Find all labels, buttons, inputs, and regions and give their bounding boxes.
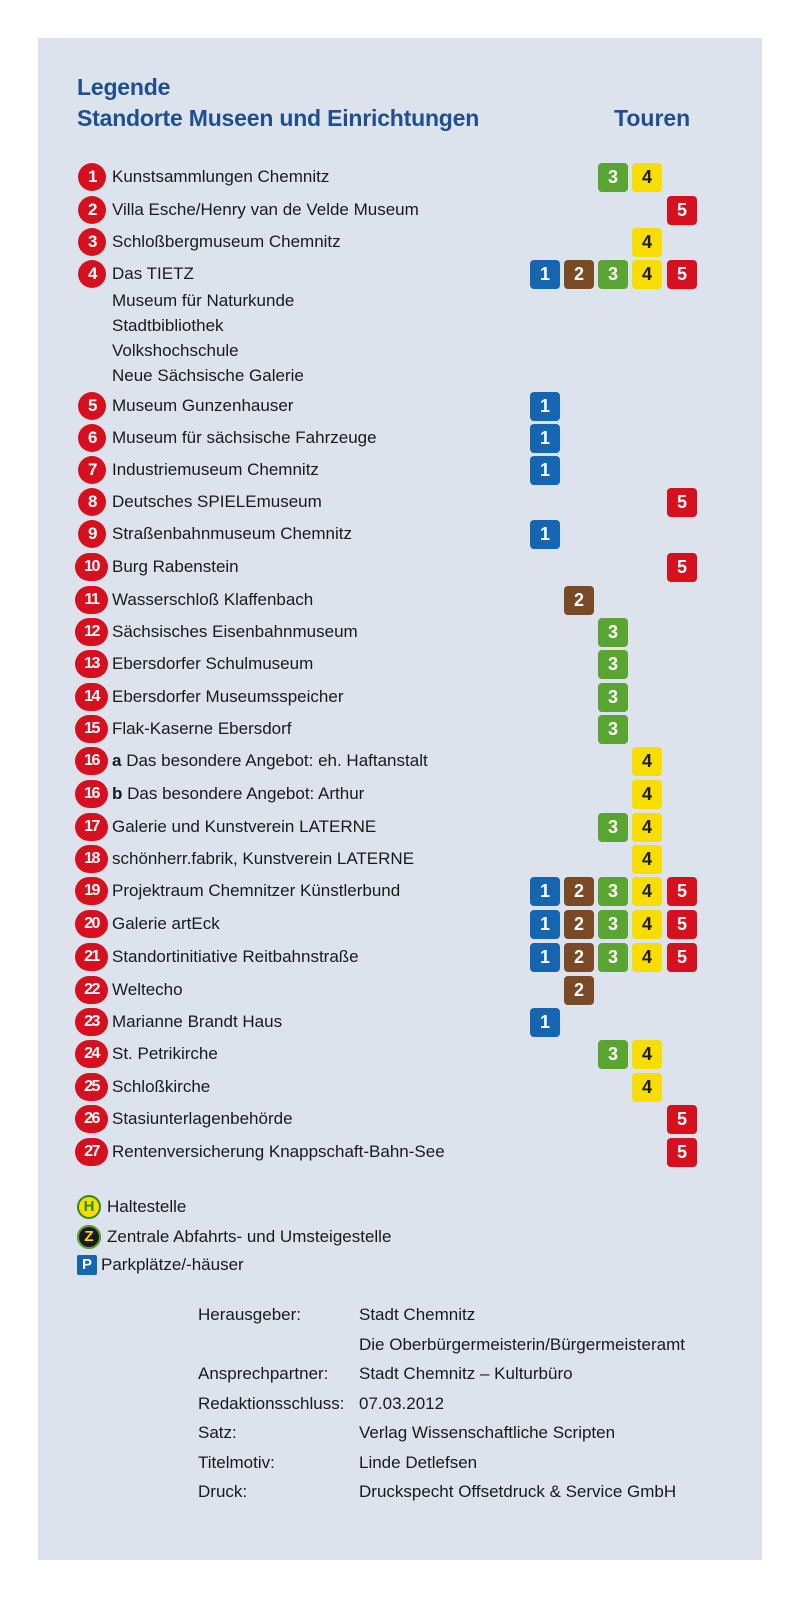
- entry-number-badge: 11: [75, 586, 108, 614]
- tour-badges: [530, 1073, 710, 1101]
- entry-row: [0, 228, 800, 261]
- tour-badges: [530, 976, 710, 1004]
- entry-name: [112, 456, 319, 484]
- entry-prefix: b: [112, 784, 123, 803]
- tour-badges: [530, 586, 710, 614]
- entry-number-badge: 7: [78, 456, 106, 484]
- entry-row: [0, 747, 800, 780]
- tour-badge-1: 1: [530, 520, 560, 549]
- entry-number-badge: 26: [75, 1105, 108, 1133]
- entry-number-badge: 17: [75, 813, 108, 841]
- entry-name-text: Sächsisches Eisenbahnmuseum: [112, 622, 358, 641]
- tour-badge-3: 3: [598, 877, 628, 906]
- entry-row: [0, 683, 800, 716]
- entry-number-badge: 27: [75, 1138, 108, 1166]
- entry-name-text: Museum Gunzenhauser: [112, 396, 294, 415]
- parking-icon: P: [77, 1255, 97, 1275]
- tour-badges: [530, 196, 710, 224]
- entry-name: [112, 780, 364, 808]
- entry-row: [0, 424, 800, 457]
- entry-row: [0, 813, 800, 846]
- entry-row: [0, 780, 800, 813]
- entry-name-text: Straßenbahnmuseum Chemnitz: [112, 524, 353, 543]
- entry-row: [0, 1105, 800, 1138]
- entry-number-badge: 14: [75, 683, 108, 711]
- locations-heading: Standorte Museen und Einrichtungen: [77, 105, 480, 131]
- entry-name: [112, 877, 400, 905]
- tour-badges: [530, 163, 710, 191]
- tour-badge-5: 5: [667, 488, 697, 517]
- tour-badges: [530, 747, 710, 775]
- tour-badges: [530, 845, 710, 873]
- tour-badge-3: 3: [598, 163, 628, 192]
- entry-name-text: Projektraum Chemnitzer Künstlerbund: [112, 881, 401, 900]
- tour-badges: [530, 392, 710, 420]
- central-stop-icon: Z: [77, 1225, 101, 1249]
- entry-row: [0, 877, 800, 910]
- entry-row: [0, 488, 800, 521]
- entry-name: [112, 520, 352, 548]
- entry-name: [112, 715, 292, 743]
- tour-badge-5: 5: [667, 877, 697, 906]
- tour-badge-1: 1: [530, 943, 560, 972]
- tour-badge-4: 4: [632, 877, 662, 906]
- entry-name: [112, 747, 428, 775]
- imprint-label: Herausgeber:: [198, 1305, 302, 1324]
- tour-badge-5: 5: [667, 943, 697, 972]
- entry-name-text: Das TIETZ: [112, 264, 194, 283]
- tour-badge-2: 2: [564, 943, 594, 972]
- entry-sub-item: Volkshochschule: [112, 341, 239, 360]
- legend-stop-label: Haltestelle: [107, 1197, 187, 1216]
- entry-name-text: Das besondere Angebot: eh. Haftanstalt: [126, 751, 428, 770]
- tour-badges: [530, 715, 710, 743]
- entry-number-badge: 25: [75, 1073, 108, 1101]
- imprint-label: Druck:: [198, 1482, 248, 1501]
- entry-number-badge: 22: [75, 976, 108, 1004]
- entry-name: [112, 553, 239, 581]
- entry-number-badge: 16: [75, 780, 108, 808]
- tour-badges: [530, 1105, 710, 1133]
- entry-name: [112, 976, 183, 1004]
- tour-badge-1: 1: [530, 456, 560, 485]
- tour-badge-3: 3: [598, 650, 628, 679]
- entry-name-text: Villa Esche/Henry van de Velde Museum: [112, 200, 419, 219]
- entry-row: [0, 553, 800, 586]
- tour-badges: [530, 943, 710, 971]
- tour-badge-4: 4: [632, 747, 662, 776]
- tour-badge-4: 4: [632, 163, 662, 192]
- tour-badges: [530, 456, 710, 484]
- entry-name: [112, 683, 343, 711]
- entry-row: [0, 196, 800, 229]
- entry-number-badge: 15: [75, 715, 108, 743]
- entry-name: [112, 1008, 282, 1036]
- entry-name-text: Schloßbergmuseum Chemnitz: [112, 232, 341, 251]
- entry-row: [0, 910, 800, 943]
- entry-name: [112, 1073, 210, 1101]
- entry-name-text: Rentenversicherung Knappschaft-Bahn-See: [112, 1142, 445, 1161]
- entry-row: [0, 456, 800, 489]
- tour-badges: [530, 683, 710, 711]
- entry-name-text: Das besondere Angebot: Arthur: [127, 784, 365, 803]
- entry-name-text: Flak-Kaserne Ebersdorf: [112, 719, 292, 738]
- entry-number-badge: 19: [75, 877, 108, 905]
- tour-badge-4: 4: [632, 813, 662, 842]
- entry-row: [0, 1040, 800, 1073]
- entry-row: [0, 163, 800, 196]
- entry-name-text: Ebersdorfer Schulmuseum: [112, 654, 314, 673]
- entry-name-text: Galerie artEck: [112, 914, 220, 933]
- tour-badges: [530, 1040, 710, 1068]
- tour-badge-3: 3: [598, 1040, 628, 1069]
- tour-badge-5: 5: [667, 553, 697, 582]
- tour-badge-4: 4: [632, 1040, 662, 1069]
- entry-row: [0, 618, 800, 651]
- tour-badge-4: 4: [632, 845, 662, 874]
- entry-row: [0, 845, 800, 878]
- entry-row: [0, 1138, 800, 1171]
- entry-row: [0, 520, 800, 553]
- entry-name-text: Standortinitiative Reitbahnstraße: [112, 947, 359, 966]
- entry-name-text: Schloßkirche: [112, 1077, 211, 1096]
- entry-name-text: Weltecho: [112, 980, 183, 999]
- tour-badge-4: 4: [632, 260, 662, 289]
- entry-name: [112, 1138, 445, 1166]
- tour-badge-5: 5: [667, 196, 697, 225]
- entry-row: [0, 586, 800, 619]
- imprint-value: Stadt Chemnitz: [359, 1305, 476, 1324]
- entry-name: [112, 163, 329, 191]
- tour-badge-3: 3: [598, 715, 628, 744]
- entry-name-text: Deutsches SPIELEmuseum: [112, 492, 322, 511]
- legend-title: Legende: [77, 74, 171, 100]
- entry-name-text: Stasiunterlagenbehörde: [112, 1109, 293, 1128]
- imprint-value: 07.03.2012: [359, 1394, 445, 1413]
- tour-badges: [530, 1008, 710, 1036]
- tour-badge-1: 1: [530, 424, 560, 453]
- tour-badges: [530, 228, 710, 256]
- entry-row: [0, 1008, 800, 1041]
- entry-number-badge: 6: [78, 424, 106, 452]
- tour-badge-3: 3: [598, 910, 628, 939]
- tour-badge-5: 5: [667, 260, 697, 289]
- tour-badge-2: 2: [564, 976, 594, 1005]
- entry-name-text: schönherr.fabrik, Kunstverein LATERNE: [112, 849, 415, 868]
- entry-row: [0, 1073, 800, 1106]
- entry-name: [112, 586, 313, 614]
- tour-badge-4: 4: [632, 1073, 662, 1102]
- entry-sub-item: Stadtbibliothek: [112, 316, 224, 335]
- legend-central-label: Zentrale Abfahrts- und Umsteigestelle: [107, 1227, 392, 1246]
- entry-name-text: St. Petrikirche: [112, 1044, 218, 1063]
- tour-badges: [530, 910, 710, 938]
- imprint-value: Die Oberbürgermeisterin/Bürgermeisteramt: [359, 1335, 685, 1354]
- tour-badges: [530, 424, 710, 452]
- entry-name: [112, 618, 358, 646]
- tour-badge-1: 1: [530, 910, 560, 939]
- tour-badge-4: 4: [632, 910, 662, 939]
- imprint-value: Verlag Wissenschaftliche Scripten: [359, 1423, 616, 1442]
- imprint-label: Redaktionsschluss:: [198, 1394, 345, 1413]
- tour-badge-3: 3: [598, 943, 628, 972]
- entry-number-badge: 4: [78, 260, 106, 288]
- tour-badge-5: 5: [667, 1105, 697, 1134]
- entry-name: [112, 392, 293, 420]
- entry-row: [0, 943, 800, 976]
- tour-badges: [530, 260, 710, 288]
- entry-name-text: Galerie und Kunstverein LATERNE: [112, 817, 377, 836]
- imprint-label: Satz:: [198, 1423, 237, 1442]
- entry-number-badge: 3: [78, 228, 106, 256]
- entry-name: [112, 910, 220, 938]
- entry-number-badge: 12: [75, 618, 108, 646]
- entry-row: [0, 650, 800, 683]
- entry-name-text: Marianne Brandt Haus: [112, 1012, 283, 1031]
- entry-number-badge: 1: [78, 163, 106, 191]
- entry-number-badge: 2: [78, 196, 106, 224]
- bus-stop-icon: H: [77, 1195, 101, 1219]
- entry-name-text: Museum für sächsische Fahrzeuge: [112, 428, 377, 447]
- tour-badge-1: 1: [530, 260, 560, 289]
- tour-badges: [530, 877, 710, 905]
- tour-badge-1: 1: [530, 877, 560, 906]
- entry-name: [112, 845, 414, 873]
- entry-name-text: Kunstsammlungen Chemnitz: [112, 167, 330, 186]
- entry-number-badge: 9: [78, 520, 106, 548]
- entry-number-badge: 20: [75, 910, 108, 938]
- imprint-label: Ansprechpartner:: [198, 1364, 329, 1383]
- entry-name: [112, 1105, 293, 1133]
- entry-number-badge: 13: [75, 650, 108, 678]
- tour-badge-3: 3: [598, 260, 628, 289]
- entry-row: [0, 392, 800, 425]
- entry-name: [112, 1040, 218, 1068]
- entry-name: [112, 424, 377, 452]
- tour-badge-4: 4: [632, 780, 662, 809]
- entry-name: [112, 196, 419, 224]
- entry-number-badge: 16: [75, 747, 108, 775]
- tour-badge-5: 5: [667, 910, 697, 939]
- tour-badges: [530, 488, 710, 516]
- entry-name-text: Ebersdorfer Museumsspeicher: [112, 687, 344, 706]
- tour-badges: [530, 813, 710, 841]
- entry-name: [112, 943, 359, 971]
- tour-badges: [530, 520, 710, 548]
- tour-badge-3: 3: [598, 813, 628, 842]
- tour-badge-2: 2: [564, 877, 594, 906]
- tour-badges: [530, 553, 710, 581]
- entry-name-text: Burg Rabenstein: [112, 557, 239, 576]
- tour-badge-2: 2: [564, 260, 594, 289]
- imprint-value: Linde Detlefsen: [359, 1453, 478, 1472]
- entry-sub-item: Museum für Naturkunde: [112, 291, 295, 310]
- legend-parking-label: Parkplätze/-häuser: [101, 1255, 244, 1274]
- tour-badges: [530, 650, 710, 678]
- imprint-label: Titelmotiv:: [198, 1453, 275, 1472]
- tour-badges: [530, 780, 710, 808]
- tours-heading: Touren: [614, 105, 691, 131]
- tour-badges: [530, 618, 710, 646]
- tour-badge-2: 2: [564, 586, 594, 615]
- tour-badge-3: 3: [598, 683, 628, 712]
- entry-name-text: Wasserschloß Klaffenbach: [112, 590, 314, 609]
- entry-prefix: a: [112, 751, 122, 770]
- entry-number-badge: 21: [75, 943, 108, 971]
- entry-number-badge: 24: [75, 1040, 108, 1068]
- entry-number-badge: 23: [75, 1008, 108, 1036]
- entry-number-badge: 8: [78, 488, 106, 516]
- entry-number-badge: 18: [75, 845, 108, 873]
- entry-name: [112, 228, 341, 256]
- entry-name: [112, 260, 194, 288]
- entry-name: [112, 488, 322, 516]
- entry-number-badge: 5: [78, 392, 106, 420]
- tour-badge-2: 2: [564, 910, 594, 939]
- entry-row: [0, 976, 800, 1009]
- tour-badge-4: 4: [632, 228, 662, 257]
- tour-badges: [530, 1138, 710, 1166]
- entry-row: [0, 260, 800, 385]
- entry-number-badge: 10: [75, 553, 108, 581]
- entry-name-text: Industriemuseum Chemnitz: [112, 460, 319, 479]
- tour-badge-5: 5: [667, 1138, 697, 1167]
- tour-badge-1: 1: [530, 392, 560, 421]
- entry-name: [112, 813, 376, 841]
- imprint-value: Druckspecht Offsetdruck & Service GmbH: [359, 1482, 677, 1501]
- imprint-value: Stadt Chemnitz – Kulturbüro: [359, 1364, 573, 1383]
- tour-badge-1: 1: [530, 1008, 560, 1037]
- entry-sub-item: Neue Sächsische Galerie: [112, 366, 304, 385]
- tour-badge-4: 4: [632, 943, 662, 972]
- tour-badge-3: 3: [598, 618, 628, 647]
- entry-row: [0, 715, 800, 748]
- entry-name: [112, 650, 313, 678]
